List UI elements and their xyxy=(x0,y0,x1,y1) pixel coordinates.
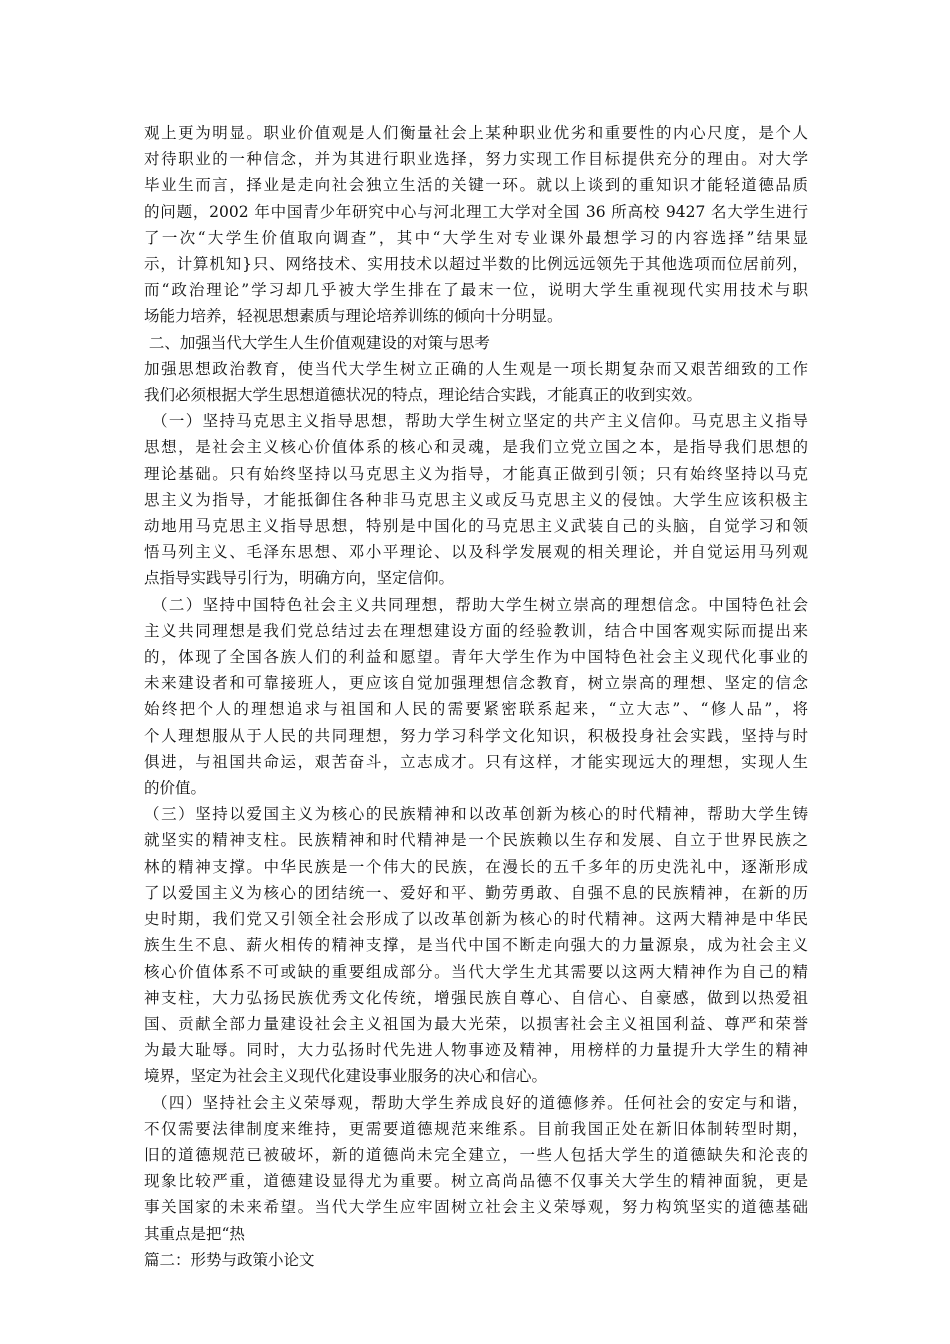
text-line: 其重点是把“热 xyxy=(144,1224,245,1243)
text-line: 个人理想服从于人民的共同理想，努力学习科学文化知识，积极投身社会实践，坚持与时 xyxy=(144,726,808,745)
text-line: （二）坚持中国特色社会主义共同理想，帮助大学生树立崇高的理想信念。中国特色社会 xyxy=(152,595,808,614)
document-body xyxy=(144,120,808,1273)
section-heading xyxy=(144,330,808,356)
text-line: 了以爱国主义为核心的团结统一、爱好和平、勤劳勇敢、自强不息的民族精神，在新的历 xyxy=(144,883,808,902)
text-line: 思想，是社会主义核心价值体系的核心和灵魂，是我们立党立国之本，是指导我们思想的 xyxy=(144,438,808,457)
text-line: 事关国家的未来希望。当代大学生应牢固树立社会主义荣辱观，努力构筑坚实的道德基础 xyxy=(144,1198,808,1217)
text-line: 不仅需要法律制度来维持，更需要道德规范来维系。目前我国正处在新旧体制转型时期， xyxy=(144,1119,808,1138)
text-line: 史时期，我们党又引领全社会形成了以改革创新为核心的时代精神。这两大精神是中华民 xyxy=(144,910,808,929)
paragraph-point-3 xyxy=(144,801,808,1089)
text-line: 的价值。 xyxy=(144,779,207,798)
text-line: 加强思想政治教育，使当代大学生树立正确的人生观是一项长期复杂而又艰苦细致的工作 xyxy=(144,359,808,378)
text-line: 示，计算机知}只、网络技术、实用技术以超过半数的比例远远领先于其他选项而位居前列， xyxy=(144,255,808,274)
text-line: 场能力培养，轻视思想素质与理论培养训练的倾向十分明显。 xyxy=(144,307,563,326)
text-line: 我们必须根据大学生思想道德状况的特点，理论结合实践，才能真正的收到实效。 xyxy=(144,386,703,405)
text-line: 未来建设者和可靠接班人，更应该自觉加强理想信念教育，树立崇高的理想、坚定的信念 xyxy=(144,674,808,693)
paragraph-lead xyxy=(144,356,808,408)
text-line: 国、贡献全部力量建设社会主义祖国为最大光荣，以损害社会主义祖国利益、尊严和荣誉 xyxy=(144,1014,808,1033)
text-line: 动地用马克思主义指导思想，特别是中国化的马克思主义武装自己的头脑，自觉学习和领 xyxy=(144,517,808,536)
text-line: 的问题，2002 年中国青少年研究中心与河北理工大学对全国 36 所高校 9427 名大学生进行 xyxy=(144,202,808,221)
text-line: 理论基础。只有始终坚持以马克思主义为指导，才能真正做到引领；只有始终坚持以马克 xyxy=(144,464,808,483)
text-line: 林的精神支撑。中华民族是一个伟大的民族，在漫长的五千多年的历史洗礼中，逐渐形成 xyxy=(144,857,808,876)
text-line: 为最大耻辱。同时，大力弘扬时代先进人物事迹及精神，用榜样的力量提升大学生的精神 xyxy=(144,1041,808,1060)
text-line: （三）坚持以爱国主义为核心的民族精神和以改革创新为核心的时代精神，帮助大学生铸 xyxy=(144,805,808,824)
text-line: 毕业生而言，择业是走向社会独立生活的关键一环。就以上谈到的重知识才能轻道德品质 xyxy=(144,176,808,195)
text-line: 旧的道德规范已被破坏，新的道德尚未完全建立，一些人包括大学生的道德缺失和沦丧的 xyxy=(144,1145,808,1164)
text-line: 对待职业的一种信念，并为其进行职业选择，努力实现工作目标提供充分的理由。对大学 xyxy=(144,150,808,169)
next-article-title xyxy=(144,1247,808,1273)
text-line: 而“政治理论”学习却几乎被大学生排在了最末一位，说明大学生重视现代实用技术与职 xyxy=(144,281,808,300)
paragraph-point-2-body xyxy=(144,618,808,801)
text-line: 族生生不息、薪火相传的精神支撑，是当代中国不断走向强大的力量源泉，成为社会主义 xyxy=(144,936,808,955)
text-line: 神支柱，大力弘扬民族优秀文化传统，增强民族自尊心、自信心、自豪感，做到以热爱祖 xyxy=(144,988,808,1007)
paragraph-point-1-body xyxy=(144,434,808,591)
text-line: 观上更为明显。职业价值观是人们衡量社会上某种职业优劣和重要性的内心尺度，是个人 xyxy=(144,124,808,142)
text-line: 就坚实的精神支柱。民族精神和时代精神是一个民族赖以生存和发展、自立于世界民族之 xyxy=(144,831,808,850)
paragraph-point-4 xyxy=(144,1090,808,1116)
text-line: （一）坚持马克思主义指导思想，帮助大学生树立坚定的共产主义信仰。马克思主义指导 xyxy=(152,412,808,431)
article-title-line: 篇二：形势与政策小论文 xyxy=(144,1250,315,1269)
text-line: （四）坚持社会主义荣辱观，帮助大学生养成良好的道德修养。任何社会的安定与和谐， xyxy=(152,1093,808,1112)
text-line: 的，体现了全国各族人们的利益和愿望。青年大学生作为中国特色社会主义现代化事业的 xyxy=(144,648,808,667)
paragraph-intro xyxy=(144,120,808,330)
text-line: 思主义为指导，才能抵御住各种非马克思主义或反马克思主义的侵蚀。大学生应该积极主 xyxy=(144,490,808,509)
paragraph-point-1 xyxy=(144,408,808,434)
text-line: 悟马列主义、毛泽东思想、邓小平理论、以及科学发展观的相关理论，并自觉运用马列观 xyxy=(144,543,808,562)
paragraph-point-2 xyxy=(144,592,808,618)
text-line: 始终把个人的理想追求与祖国和人民的需要紧密联系起来，“立大志”、“修人品”，将 xyxy=(144,700,808,719)
text-line: 现象比较严重，道德建设显得尤为重要。树立高尚品德不仅事关大学生的精神面貌，更是 xyxy=(144,1172,808,1191)
text-line: 俱进，与祖国共命运，艰苦奋斗，立志成才。只有这样，才能实现远大的理想，实现人生 xyxy=(144,752,808,771)
text-line: 核心价值体系不可或缺的重要组成部分。当代大学生尤其需要以这两大精神作为自己的精 xyxy=(144,962,808,981)
heading-line: 二、加强当代大学生人生价值观建设的对策与思考 xyxy=(144,333,490,352)
paragraph-point-4-body xyxy=(144,1116,808,1247)
text-line: 主义共同理想是我们党总结过去在理想建设方面的经验教训，结合中国客观实际而提出来 xyxy=(144,621,808,640)
text-line: 了一次“大学生价值取向调查”，其中“大学生对专业课外最想学习的内容选择”结果显 xyxy=(144,228,808,247)
text-line: 点指导实践导引行为，明确方向，坚定信仰。 xyxy=(144,569,455,588)
text-line: 境界，坚定为社会主义现代化建设事业服务的决心和信心。 xyxy=(144,1067,548,1086)
